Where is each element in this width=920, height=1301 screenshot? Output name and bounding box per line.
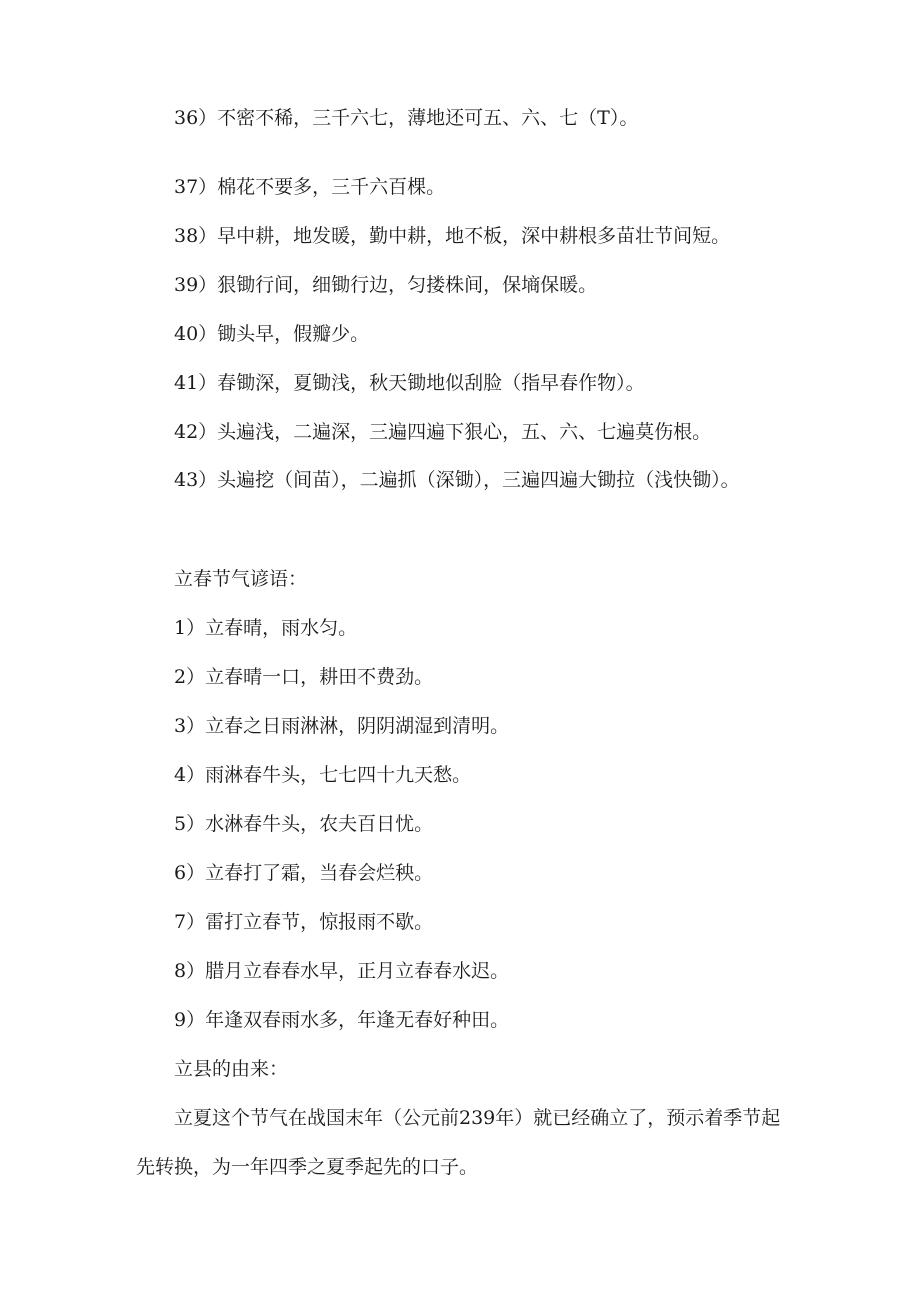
- lichun-proverb-1: 1）立春晴，雨水匀。: [174, 617, 358, 639]
- section-heading-origin: 立县的由来：: [174, 1058, 289, 1080]
- proverb-41: 41）春锄深，夏锄浅，秋天锄地似刮脸（指早春作物）。: [174, 372, 645, 394]
- lichun-proverb-5: 5）水淋春牛头，农夫百日忧。: [174, 813, 434, 835]
- lichun-proverb-9: 9）年逢双春雨水多，年逢无春好种田。: [174, 1009, 510, 1031]
- lichun-proverb-8: 8）腊月立春春水早，正月立春春水迟。: [174, 960, 510, 982]
- proverb-40: 40）锄头早，假瓣少。: [174, 323, 370, 345]
- lichun-proverb-4: 4）雨淋春牛头，七七四十九天愁。: [174, 764, 472, 786]
- proverb-42: 42）头遍浅，二遍深，三遍四遍下狠心，五、六、七遍莫伤根。: [174, 421, 712, 443]
- origin-paragraph: 立夏这个节气在战国末年（公元前239年）就已经确立了，预示着季节起先转换，为一年四季之夏季起先的口子。: [136, 1107, 781, 1178]
- proverb-38: 38）早中耕，地发暖，勤中耕，地不板，深中耕根多苗壮节间短。: [174, 225, 731, 247]
- section-heading-lichun: 立春节气谚语：: [174, 568, 308, 590]
- proverb-37: 37）棉花不要多，三千六百棵。: [174, 176, 446, 198]
- lichun-proverb-6: 6）立春打了霜，当春会烂秧。: [174, 862, 434, 884]
- proverb-36: 36）不密不稀，三千六七，薄地还可五、六、七（T）。: [174, 107, 639, 129]
- proverb-39: 39）狠锄行间，细锄行边，匀搂株间，保墒保暖。: [174, 274, 598, 296]
- lichun-proverb-3: 3）立春之日雨淋淋，阴阴湖湿到清明。: [174, 715, 510, 737]
- proverb-43: 43）头遍挖（间苗），二遍抓（深锄），三遍四遍大锄拉（浅快锄）。: [174, 469, 740, 491]
- lichun-proverb-7: 7）雷打立春节，惊报雨不歇。: [174, 911, 434, 933]
- lichun-proverb-2: 2）立春晴一口，耕田不费劲。: [174, 666, 434, 688]
